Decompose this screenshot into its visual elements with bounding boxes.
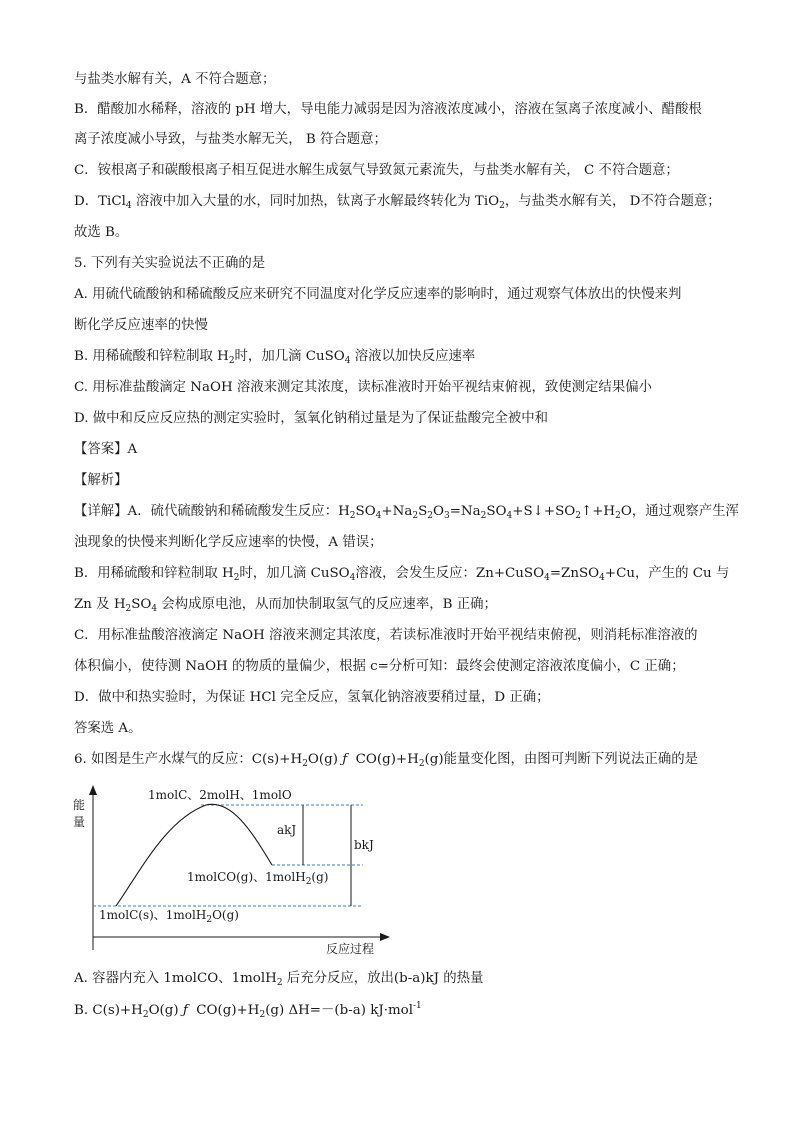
text-line: D. 做中和反应反应热的测定实验时，氢氧化钠稍过量是为了保证盐酸完全被中和 — [74, 411, 549, 426]
reaction-curve — [116, 804, 272, 906]
a-label: akJ — [277, 823, 297, 837]
text-line: 与盐类水解有关，A 不符合题意； — [74, 72, 276, 87]
text-line: B. 用稀硫酸和锌粒制取 $H_2$时，加几滴 CuSO$_4$ 溶液以加快反应速率 — [74, 349, 476, 366]
text-line: 【详解】A．硫代硫酸钠和稀硫酸发生反应：$H_2SO_4+Na_2S_2O_3=Na_2SO_4+S↓+SO_2↑+H_2O$，通过观察产生浑 — [74, 504, 739, 521]
text-line: A. 容器内充入 1molCO、1molH$_2$ 后充分反应，放出(b-a)kJ 的热量 — [74, 971, 484, 988]
text-line: 5. 下列有关实验说法不正确的是 — [74, 256, 266, 271]
bottom-label: 1molC(s)、1molH$_2$O(g) — [99, 908, 239, 925]
x-axis-arrow — [380, 933, 390, 941]
text-line: 体积偏小，使待测 NaOH 的物质的量偏少，根据 c=分析可知：最终会使测定溶液浓度偏小，C 正确； — [74, 659, 685, 674]
text-line: D．TiCl$_4$ 溶液中加入大量的水，同时加热，钛离子水解最终转化为 TiO$_2$，与盐类水解有关， D不符合题意； — [74, 194, 721, 211]
energy-diagram — [73, 785, 386, 956]
text-line: C. 用标准盐酸滴定 NaOH 溶液来测定其浓度，读标准液时开始平视结束俯视，致使测定结果偏小 — [74, 380, 652, 395]
x-axis-label: 反应过程 — [326, 942, 375, 956]
text-line: 故选 B。 — [74, 225, 129, 240]
y-axis-label-1: 能 — [73, 798, 86, 812]
text-line: 【解析】 — [74, 473, 128, 488]
mid-label: 1molCO(g)、1molH$_2$(g) — [187, 870, 329, 887]
text-line: C．铵根离子和碳酸根离子相互促进水解生成氨气导致氮元素流失，与盐类水解有关， C 不符合题意； — [74, 163, 679, 178]
text-line: 浊现象的快慢来判断化学反应速率的快慢，A 错误； — [74, 535, 383, 550]
y-axis-arrow — [89, 785, 97, 795]
text-line: B. $C(s)+H_2O(g)$ ƒ $CO(g)+H_2(g)$ ΔH=－(b-a) kJ·mol$^{-1}$ — [74, 1001, 422, 1020]
text-line: B．醋酸加水稀释，溶液的 pH 增大，导电能力减弱是因为溶液浓度减小，溶液在氢离子浓度减小、醋酸根 — [74, 102, 702, 117]
text-line: 6. 如图是生产水煤气的反应：$C(s)+H_2O(g)$ ƒ $CO(g)+H_2(g)$能量变化图，由图可判断下列说法正确的是 — [74, 752, 698, 769]
text-line: A. 用硫代硫酸钠和稀硫酸反应来研究不同温度对化学反应速率的影响时，通过观察气体放出的快慢来判 — [74, 287, 682, 302]
y-axis-label-2: 量 — [73, 815, 86, 829]
text-line: 【答案】A — [74, 442, 138, 457]
text-line: 断化学反应速率的快慢 — [74, 318, 208, 333]
text-line: B．用稀硫酸和锌粒制取 $H_2$时，加几滴 CuSO$_4$溶液，会发生反应：Zn+CuSO$_4$=ZnSO$_4$+Cu，产生的 Cu 与 — [74, 566, 730, 583]
b-label: bkJ — [354, 838, 374, 852]
text-line: Zn 及 $H_2SO_4$ 会构成原电池，从而加快制取氢气的反应速率，B 正确； — [74, 597, 497, 614]
text-line: 离子浓度减小导致，与盐类水解无关， B 符合题意； — [74, 132, 387, 147]
text-line: 答案选 A。 — [74, 721, 142, 736]
top-label: 1molC、2molH、1molO — [148, 788, 292, 802]
text-line: D．做中和热实验时，为保证 HCl 完全反应，氢氧化钠溶液要稍过量，D 正确； — [74, 690, 550, 705]
text-line: C．用标准盐酸溶液滴定 NaOH 溶液来测定其浓度，若读标准液时开始平视结束俯视，则消耗标准溶液的 — [74, 628, 698, 643]
